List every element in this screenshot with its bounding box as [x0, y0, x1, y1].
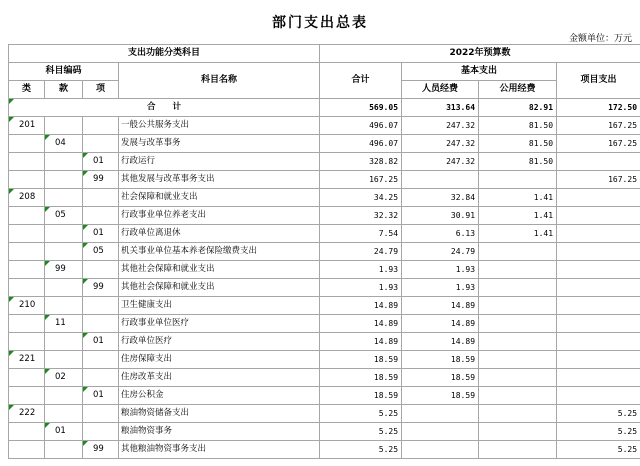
xiang-cell	[83, 297, 119, 315]
lei-cell	[9, 315, 45, 333]
public-cell: 81.50	[479, 135, 557, 153]
xiang-cell	[83, 117, 119, 135]
basic-header: 基本支出	[402, 63, 557, 81]
lei-cell: 201	[9, 117, 45, 135]
xiang-cell	[83, 135, 119, 153]
lei-cell	[9, 369, 45, 387]
public-cell: 81.50	[479, 117, 557, 135]
xiang-cell	[83, 351, 119, 369]
personnel-cell: 24.79	[402, 243, 479, 261]
lei-cell	[9, 387, 45, 405]
subject-name-cell: 卫生健康支出	[119, 297, 320, 315]
lei-cell	[9, 225, 45, 243]
subject-name-cell: 行政事业单位养老支出	[119, 207, 320, 225]
public-cell	[479, 387, 557, 405]
kuan-cell: 11	[45, 315, 83, 333]
public-cell: 1.41	[479, 189, 557, 207]
personnel-cell: 14.89	[402, 333, 479, 351]
public-cell	[479, 315, 557, 333]
subject-name-cell: 发展与改革事务	[119, 135, 320, 153]
project-cell	[557, 207, 640, 225]
public-cell	[479, 351, 557, 369]
total-cell: 328.82	[320, 153, 402, 171]
personnel-cell	[402, 405, 479, 423]
personnel-cell: 1.93	[402, 279, 479, 297]
func-class-header: 支出功能分类科目	[9, 45, 320, 63]
table-row	[9, 369, 640, 387]
lei-cell	[9, 207, 45, 225]
xiang-header: 项	[83, 81, 119, 99]
xiang-cell: 01	[83, 387, 119, 405]
subject-name-cell: 其他发展与改革事务支出	[119, 171, 320, 189]
table-row	[9, 405, 640, 423]
project-cell	[557, 387, 640, 405]
kuan-cell: 05	[45, 207, 83, 225]
table-row	[9, 189, 640, 207]
subject-name-cell: 机关事业单位基本养老保险缴费支出	[119, 243, 320, 261]
total-cell: 24.79	[320, 243, 402, 261]
subject-name-cell: 行政单位医疗	[119, 333, 320, 351]
total-cell: 5.25	[320, 405, 402, 423]
xiang-cell: 01	[83, 153, 119, 171]
table-row	[9, 117, 640, 135]
project-cell	[557, 315, 640, 333]
total-public: 82.91	[479, 99, 557, 117]
table-row	[9, 297, 640, 315]
budget-year-header: 2022年预算数	[320, 45, 640, 63]
table-row	[9, 441, 640, 459]
public-cell	[479, 261, 557, 279]
subject-name-cell: 一般公共服务支出	[119, 117, 320, 135]
xiang-cell	[83, 189, 119, 207]
total-cell: 7.54	[320, 225, 402, 243]
project-cell	[557, 297, 640, 315]
expenditure-table	[8, 44, 640, 459]
project-cell: 167.25	[557, 117, 640, 135]
kuan-header: 款	[45, 81, 83, 99]
table-row	[9, 153, 640, 171]
table-row	[9, 243, 640, 261]
kuan-cell: 04	[45, 135, 83, 153]
kuan-cell	[45, 225, 83, 243]
kuan-cell	[45, 279, 83, 297]
kuan-cell	[45, 189, 83, 207]
lei-cell	[9, 261, 45, 279]
total-cell: 496.07	[320, 117, 402, 135]
lei-cell	[9, 279, 45, 297]
table-row	[9, 225, 640, 243]
personnel-cell	[402, 441, 479, 459]
total-cell: 14.89	[320, 297, 402, 315]
lei-cell	[9, 171, 45, 189]
kuan-cell	[45, 351, 83, 369]
personnel-cell: 18.59	[402, 387, 479, 405]
lei-cell	[9, 153, 45, 171]
table-row	[9, 135, 640, 153]
xiang-cell: 99	[83, 279, 119, 297]
project-cell	[557, 153, 640, 171]
project-cell	[557, 333, 640, 351]
lei-cell	[9, 333, 45, 351]
total-cell: 5.25	[320, 423, 402, 441]
project-header: 项目支出	[557, 63, 640, 99]
public-cell	[479, 405, 557, 423]
total-cell: 1.93	[320, 261, 402, 279]
subject-name-cell: 其他社会保障和就业支出	[119, 261, 320, 279]
subject-code-header: 科目编码	[9, 63, 119, 81]
kuan-cell	[45, 117, 83, 135]
table-row	[9, 207, 640, 225]
personnel-cell: 14.89	[402, 297, 479, 315]
lei-cell	[9, 441, 45, 459]
public-cell	[479, 243, 557, 261]
lei-cell	[9, 423, 45, 441]
subject-name-cell: 住房保障支出	[119, 351, 320, 369]
personnel-cell: 247.32	[402, 135, 479, 153]
public-cell	[479, 297, 557, 315]
subject-name-cell: 住房公积金	[119, 387, 320, 405]
project-cell	[557, 261, 640, 279]
project-cell	[557, 189, 640, 207]
table-row	[9, 351, 640, 369]
total-label: 合 计	[9, 99, 320, 117]
kuan-cell	[45, 405, 83, 423]
xiang-cell	[83, 315, 119, 333]
public-cell	[479, 171, 557, 189]
xiang-cell	[83, 207, 119, 225]
table-row	[9, 261, 640, 279]
personnel-header: 人员经费	[402, 81, 479, 99]
lei-cell: 210	[9, 297, 45, 315]
xiang-cell: 01	[83, 333, 119, 351]
personnel-cell: 18.59	[402, 369, 479, 387]
subject-name-cell: 其他粮油物资事务支出	[119, 441, 320, 459]
project-cell	[557, 225, 640, 243]
personnel-cell: 32.84	[402, 189, 479, 207]
subject-name-cell: 粮油物资事务	[119, 423, 320, 441]
total-cell: 18.59	[320, 351, 402, 369]
xiang-cell	[83, 405, 119, 423]
public-cell	[479, 441, 557, 459]
kuan-cell	[45, 153, 83, 171]
subject-name-cell: 粮油物资储备支出	[119, 405, 320, 423]
personnel-cell	[402, 423, 479, 441]
page-title: 部门支出总表	[272, 15, 368, 31]
xiang-cell: 05	[83, 243, 119, 261]
kuan-cell	[45, 441, 83, 459]
table-row	[9, 387, 640, 405]
personnel-cell: 1.93	[402, 261, 479, 279]
lei-cell: 208	[9, 189, 45, 207]
personnel-cell: 247.32	[402, 117, 479, 135]
total-cell: 5.25	[320, 441, 402, 459]
total-cell: 32.32	[320, 207, 402, 225]
total-cell: 18.59	[320, 387, 402, 405]
project-cell: 167.25	[557, 171, 640, 189]
kuan-cell	[45, 243, 83, 261]
kuan-cell	[45, 297, 83, 315]
subject-name-cell: 其他社会保障和就业支出	[119, 279, 320, 297]
xiang-cell	[83, 369, 119, 387]
public-cell	[479, 333, 557, 351]
project-cell: 5.25	[557, 441, 640, 459]
personnel-cell	[402, 171, 479, 189]
kuan-cell: 01	[45, 423, 83, 441]
lei-cell: 222	[9, 405, 45, 423]
personnel-cell: 6.13	[402, 225, 479, 243]
table-row	[9, 333, 640, 351]
kuan-cell: 02	[45, 369, 83, 387]
public-cell	[479, 279, 557, 297]
public-cell	[479, 423, 557, 441]
table-row	[9, 315, 640, 333]
subject-name-cell: 社会保障和就业支出	[119, 189, 320, 207]
total-cell: 496.07	[320, 135, 402, 153]
total-project: 172.50	[557, 99, 640, 117]
lei-cell	[9, 243, 45, 261]
xiang-cell: 99	[83, 171, 119, 189]
kuan-cell: 99	[45, 261, 83, 279]
total-cell: 1.93	[320, 279, 402, 297]
subject-name-cell: 行政事业单位医疗	[119, 315, 320, 333]
total-cell: 14.89	[320, 333, 402, 351]
kuan-cell	[45, 387, 83, 405]
subject-name-header: 科目名称	[119, 63, 320, 99]
table-row	[9, 423, 640, 441]
public-header: 公用经费	[479, 81, 557, 99]
public-cell: 81.50	[479, 153, 557, 171]
xiang-cell: 01	[83, 225, 119, 243]
project-cell: 5.25	[557, 423, 640, 441]
total-row	[9, 99, 640, 117]
project-cell	[557, 279, 640, 297]
subject-name-cell: 行政单位离退休	[119, 225, 320, 243]
personnel-cell: 30.91	[402, 207, 479, 225]
total-personnel: 313.64	[402, 99, 479, 117]
personnel-cell: 247.32	[402, 153, 479, 171]
kuan-cell	[45, 171, 83, 189]
project-cell	[557, 351, 640, 369]
public-cell: 1.41	[479, 207, 557, 225]
total-cell: 167.25	[320, 171, 402, 189]
total-amount: 569.05	[320, 99, 402, 117]
project-cell	[557, 369, 640, 387]
subject-name-cell: 行政运行	[119, 153, 320, 171]
xiang-cell	[83, 423, 119, 441]
project-cell	[557, 243, 640, 261]
total-header: 合计	[320, 63, 402, 99]
total-cell: 18.59	[320, 369, 402, 387]
table-row	[9, 171, 640, 189]
personnel-cell: 14.89	[402, 315, 479, 333]
lei-header: 类	[9, 81, 45, 99]
total-cell: 14.89	[320, 315, 402, 333]
lei-cell	[9, 135, 45, 153]
public-cell	[479, 369, 557, 387]
project-cell: 5.25	[557, 405, 640, 423]
project-cell: 167.25	[557, 135, 640, 153]
unit-label: 金额单位：万元	[568, 34, 632, 44]
subject-name-cell: 住房改革支出	[119, 369, 320, 387]
total-cell: 34.25	[320, 189, 402, 207]
xiang-cell: 99	[83, 441, 119, 459]
kuan-cell	[45, 333, 83, 351]
table-row	[9, 279, 640, 297]
personnel-cell: 18.59	[402, 351, 479, 369]
lei-cell: 221	[9, 351, 45, 369]
xiang-cell	[83, 261, 119, 279]
public-cell: 1.41	[479, 225, 557, 243]
